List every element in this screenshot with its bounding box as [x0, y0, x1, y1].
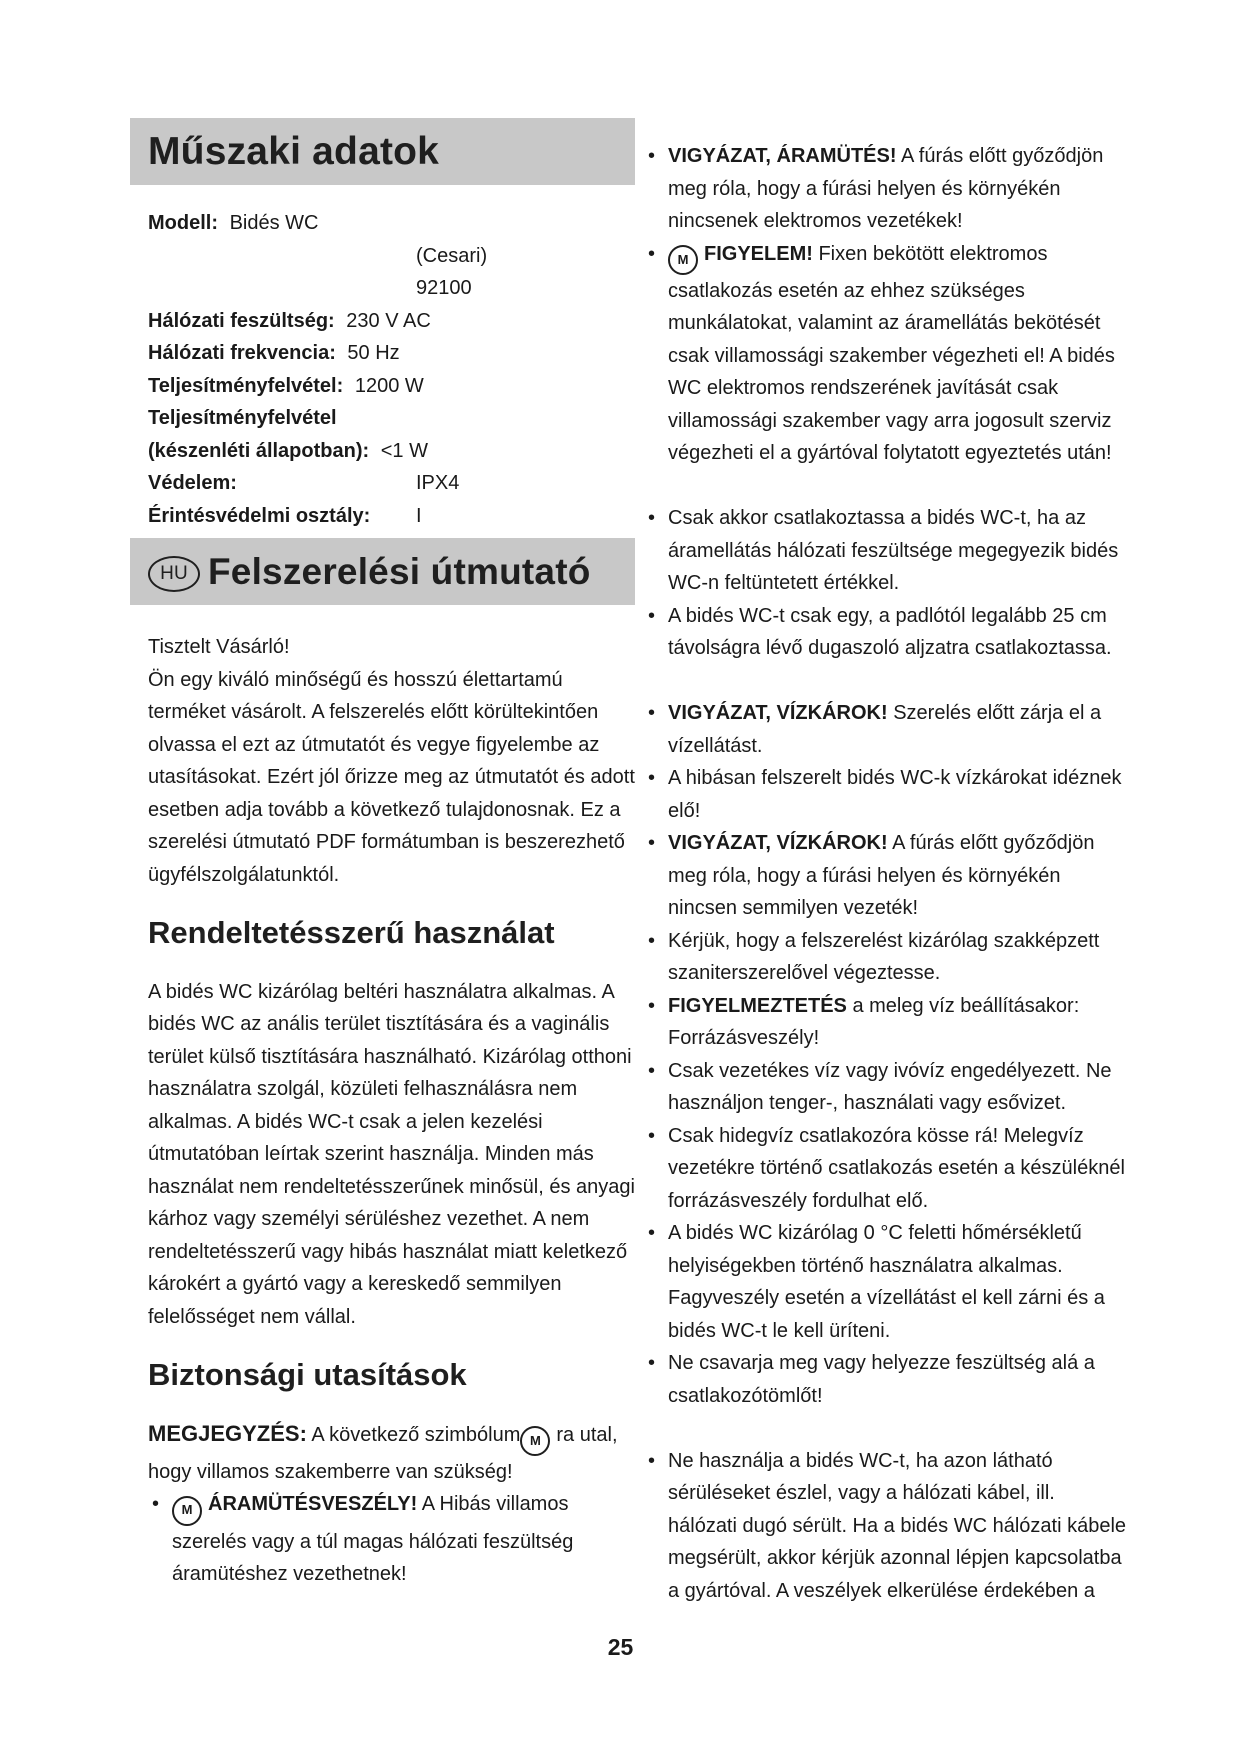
install-heading: Felszerelési útmutató	[208, 550, 591, 592]
spec-standby-label-2: (készenléti állapotban):	[148, 439, 370, 462]
intended-use-text: A bidés WC kizárólag beltéri használatra alkalmas. A bidés WC az anális terület tisztítására és a vaginális terület külső tisztítására használható. Kizárólag otthoni használatra szolgál, közületi felhasználásra nem alkalmas. A bidés WC-t csak a jelen kezelési útmutatóban leírtak szerint használja. Minden más használat nem rendeltetésszerűnek minősül, és anyagi kárhoz vagy személyi sérüléshez vezethet. A nem rendeltetésszerű vagy hibás használat miatt keletkező károkért a gyártó vagy a kereskedő semmilyen felelősséget nem vállal.	[148, 980, 635, 1328]
b11-text: Csak hidegvíz csatlakozóra kösse rá! Melegvíz vezetékre történő csatlakozás esetén a készüléknél forrázásveszély fordulhat elő.	[668, 1124, 1125, 1212]
spec-class-label: Érintésvédelmi osztály:	[148, 504, 371, 527]
list-item	[644, 1055, 1128, 1120]
spec-class-value: I	[416, 504, 422, 527]
list-item	[644, 990, 1128, 1055]
list-item	[644, 600, 1128, 665]
spec-list	[130, 207, 635, 532]
electrician-icon: M	[668, 245, 698, 275]
spec-power-value: 1200 W	[354, 374, 424, 397]
list-item	[644, 1217, 1128, 1347]
spacer	[644, 1412, 1128, 1445]
b9-text: a meleg víz beállításakor: Forrázásveszély!	[668, 994, 1080, 1050]
right-bullets	[644, 140, 1128, 470]
right-column	[644, 118, 1128, 1607]
spec-model-value: Bidés WC	[229, 212, 319, 234]
spec-frequency	[148, 337, 635, 370]
spec-voltage-value: 230 V AC	[346, 309, 431, 332]
safety-note	[148, 1418, 635, 1489]
spec-power-label: Teljesítményfelvétel:	[148, 374, 344, 397]
b8-text: Kérjük, hogy a felszerelést kizárólag szakképzett szaniterszerelővel végeztesse.	[668, 929, 1100, 985]
spec-voltage	[148, 305, 635, 338]
b5-label: VIGYÁZAT, VÍZKÁROK!	[668, 702, 888, 725]
note-text-a: A következő szimbólum	[311, 1423, 521, 1446]
intended-use-section	[130, 917, 635, 1333]
spec-protection-value: IPX4	[416, 472, 460, 494]
spec-standby-2	[148, 435, 635, 468]
list-item	[644, 827, 1128, 925]
right-bullets-4	[644, 1445, 1128, 1608]
right-bullets-2	[644, 502, 1128, 665]
list-item	[644, 1445, 1128, 1608]
spec-frequency-label: Hálózati frekvencia:	[148, 342, 336, 364]
spacer	[644, 470, 1128, 503]
spec-model	[148, 207, 635, 240]
list-item	[644, 502, 1128, 600]
b9-label: FIGYELMEZTETÉS	[668, 994, 847, 1017]
electrician-icon: M	[172, 1496, 202, 1526]
list-item	[644, 762, 1128, 827]
list-item	[644, 140, 1128, 238]
spec-model-sub1: (Cesari)	[416, 244, 488, 267]
greeting: Tisztelt Vásárló!	[148, 636, 290, 658]
right-bullets-3	[644, 697, 1128, 1412]
b2-label: FIGYELEM!	[704, 242, 813, 265]
spec-model-sub2: 92100	[416, 277, 472, 299]
list-item	[148, 1488, 635, 1590]
b14-text: Ne használja a bidés WC-t, ha azon látható sérüléseket észlel, vagy a hálózati kábel, ill. hálózati dugó sérült. Ha a bidés WC hálózati kábele megsérült, akkor kérjük azonnal lépjen kapcsolatba a gyártóval. A veszélyek elkerülése érdekében a	[668, 1449, 1127, 1602]
b12-text: A bidés WC kizárólag 0 °C feletti hőmérsékletű helyiségekben történő használatra alkalmas. Fagyveszély esetén a vízellátást el kell zárni és a bidés WC-t le kell üríteni.	[668, 1222, 1105, 1342]
intended-use-heading: Rendeltetésszerű használat	[148, 915, 555, 950]
left-column	[130, 118, 635, 1591]
b3-text: Csak akkor csatlakoztassa a bidés WC-t, ha az áramellátás hálózati feszültsége megegyezik bidés WC-n feltüntetett értékkel.	[668, 507, 1119, 595]
spec-model-label: Modell:	[148, 212, 218, 234]
spec-protection	[148, 467, 635, 500]
electric-text: A Hibás villamos szerelés vagy a túl magas hálózati feszültség áramütéshez vezethetnek!	[172, 1493, 574, 1585]
hu-badge: HU	[148, 556, 200, 592]
b1-label: VIGYÁZAT, ÁRAMÜTÉS!	[668, 145, 897, 167]
note-text-b: ra utal, hogy villamos szakemberre van szükség!	[148, 1423, 618, 1483]
electric-label: ÁRAMÜTÉSVESZÉLY!	[208, 1493, 418, 1516]
tech-data-banner	[130, 118, 635, 185]
list-item	[644, 1120, 1128, 1218]
page-number: 25	[607, 1634, 634, 1660]
spec-power	[148, 370, 635, 403]
b7-label: VIGYÁZAT, VÍZKÁROK!	[668, 832, 888, 855]
b1-text: A fúrás előtt győződjön meg róla, hogy a fúrási helyen és környékén nincsenek elektromos vezetékek!	[668, 145, 1104, 232]
list-item	[644, 1347, 1128, 1412]
safety-section	[130, 1359, 635, 1591]
b6-text: A hibásan felszerelt bidés WC-k vízkárokat idéznek elő!	[668, 767, 1122, 822]
b4-text: A bidés WC-t csak egy, a padlótól legalább 25 cm távolságra lévő dugaszoló aljzatra csatlakoztassa.	[668, 604, 1112, 660]
install-intro	[130, 631, 635, 891]
note-label: MEGJEGYZÉS:	[148, 1420, 307, 1446]
b10-text: Csak vezetékes víz vagy ivóvíz engedélyezett. Ne használjon tenger-, használati vagy esővizet.	[668, 1059, 1112, 1115]
spec-standby-value: <1 W	[380, 439, 428, 462]
b13-text: Ne csavarja meg vagy helyezze feszültség alá a csatlakozótömlőt!	[668, 1352, 1095, 1407]
install-heading-wrap	[148, 551, 591, 593]
b5-text: Szerelés előtt zárja el a vízellátást.	[668, 702, 1102, 757]
list-item	[644, 238, 1128, 470]
spec-model-sub2-row	[148, 272, 635, 305]
tech-data-heading: Műszaki adatok	[148, 129, 440, 173]
spec-protection-label: Védelem:	[148, 472, 237, 494]
safety-heading: Biztonsági utasítások	[148, 1357, 467, 1392]
spec-frequency-value: 50 Hz	[347, 342, 400, 364]
spacer	[644, 665, 1128, 698]
spec-voltage-label: Hálózati feszültség:	[148, 309, 335, 332]
spec-class	[148, 500, 635, 533]
spec-model-sub1-row	[148, 240, 635, 273]
list-item	[644, 697, 1128, 762]
left-bullets	[148, 1488, 635, 1590]
list-item	[644, 925, 1128, 990]
install-banner	[130, 538, 635, 605]
b7-text: A fúrás előtt győződjön meg róla, hogy a fúrási helyen és környékén nincsen semmilyen vezeték!	[668, 832, 1095, 920]
spec-standby-1	[148, 402, 635, 435]
spec-standby-label-1: Teljesítményfelvétel	[148, 407, 337, 429]
intro-paragraph: Ön egy kiváló minőségű és hosszú élettartamú terméket vásárolt. A felszerelés előtt körültekintően olvassa el ezt az útmutatót és vegye figyelembe az utasításokat. Ezért jól őrizze meg az útmutatót és adott esetben adja tovább a következő tulajdonosnak. Ez a szerelési útmutató PDF formátumban is beszerezhető ügyfélszolgálatunktól.	[148, 668, 635, 886]
b2-text: Fixen bekötött elektromos csatlakozás esetén az ehhez szükséges munkálatokat, valamint az áramellátás bekötését csak villamossági szakember végezheti el! A bidés WC elektromos rendszerének javítását csak villamossági szakember vagy arra jogosult szerviz végezheti el a gyártóval folytatott egyeztetés után!	[668, 242, 1115, 465]
electrician-icon: M	[520, 1426, 550, 1456]
